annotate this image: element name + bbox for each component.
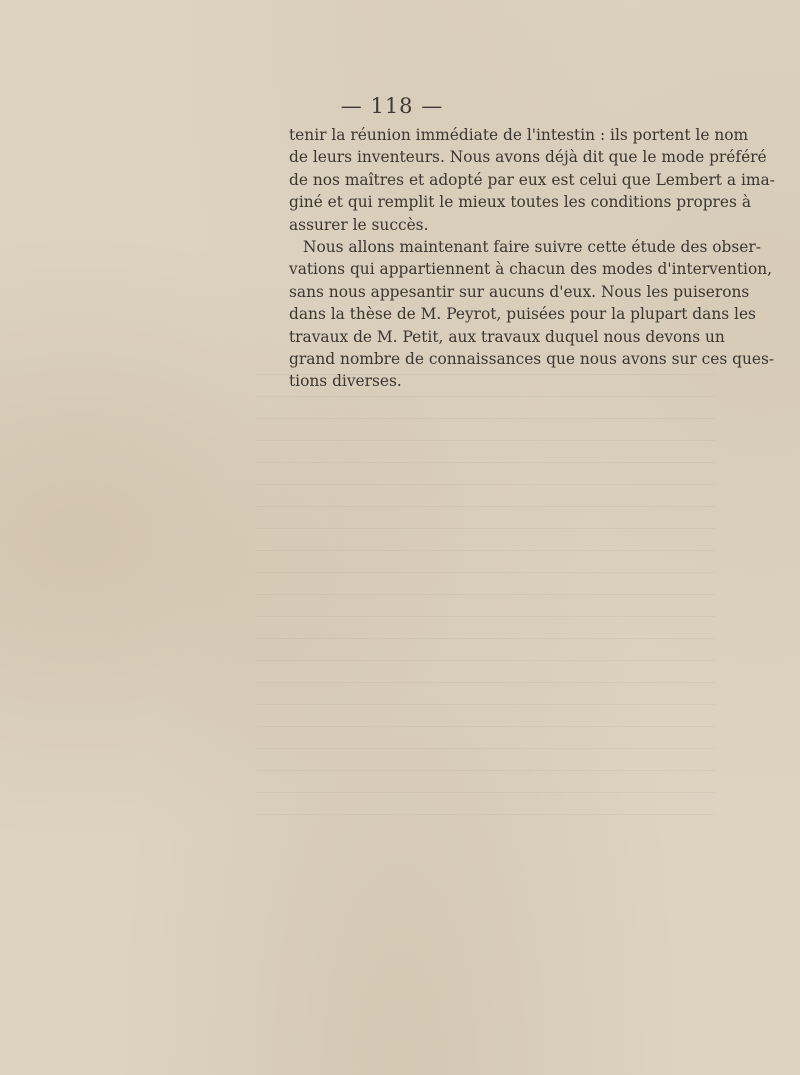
text-line: tenir la réunion immédiate de l'intestin : ils portent le nom [289, 126, 749, 144]
body-text [289, 124, 775, 393]
text-line: tions diverses. [289, 372, 402, 391]
show-through-texture [255, 355, 715, 815]
text-line: giné et qui remplit le mieux toutes les conditions propres à [289, 193, 751, 212]
text-line: sans nous appesantir sur aucuns d'eux. Nous les puiserons [289, 282, 750, 301]
page-number [0, 94, 800, 118]
text-line: travaux de M. Petit, aux travaux duquel nous devons un [289, 327, 725, 346]
text-line: assurer le succès. [289, 215, 429, 234]
text-line: dans la thèse de M. Peyrot, puisées pour la plupart dans les [289, 305, 756, 324]
text-line: vations qui appartiennent à chacun des modes d'intervention, [289, 260, 773, 279]
text-line: de leurs inventeurs. Nous avons déjà dit que le mode préféré [289, 148, 767, 167]
text-line: Nous allons maintenant faire suivre cette étude des obser- [303, 238, 761, 257]
page-number-text: — 118 — [340, 94, 444, 118]
text-line: de nos maîtres et adopté par eux est celui que Lembert a ima- [289, 170, 775, 189]
text-line: grand nombre de connaissances que nous avons sur ces ques- [289, 350, 775, 369]
